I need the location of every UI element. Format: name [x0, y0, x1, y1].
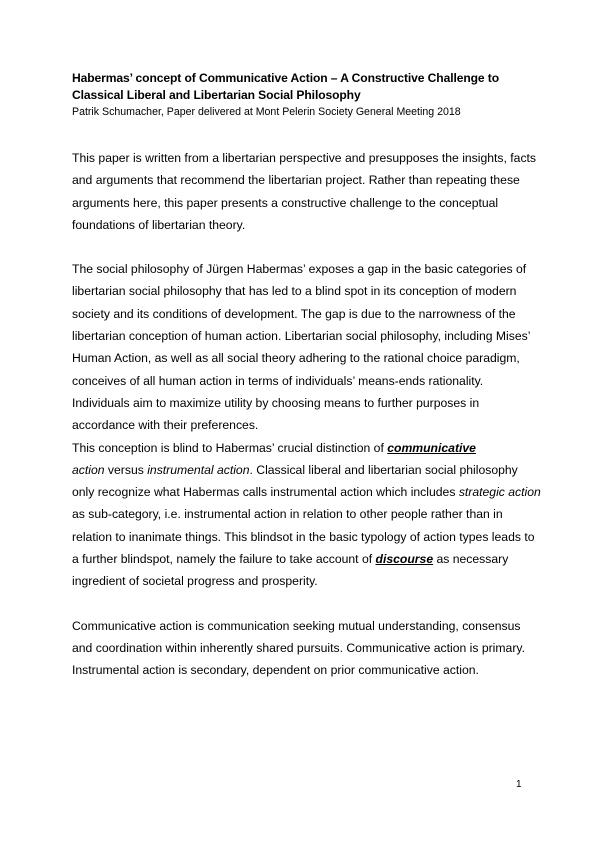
- text-run: versus: [104, 462, 148, 477]
- emphasis-action: action: [72, 462, 105, 477]
- text-run: as sub-category, i.e. instrumental action in relation to other people rather than in relation to inanimate things. This blindsot in the basic typology of action types leads to a further blindspot, namely the failure to take account of: [72, 507, 535, 567]
- paper-title: Habermas’ concept of Communicative Action – A Constructive Challenge to Classical Liberal and Libertarian Social Philosophy: [72, 71, 500, 102]
- emphasis-strategic-action: strategic action: [458, 485, 541, 500]
- paragraph-communicative-action: Communicative action is communication seeking mutual understanding, consensus and coordination within inherently shared pursuits. Communicative action is primary. Instrumental action is secondary, dependent on prior communicative action.: [72, 618, 525, 678]
- text-run: This conception is blind to Habermas’ crucial distinction of: [72, 440, 388, 455]
- document-body: [72, 147, 542, 682]
- paragraph-intro: This paper is written from a libertarian perspective and presupposes the insights, facts and arguments that recommend the libertarian project. Rather than repeating these arguments here, this paper presents a constructive challenge to the conceptual foundations of libertarian theory.: [72, 151, 537, 232]
- page-number: 1: [516, 779, 522, 790]
- paragraph-habermas-gap: The social philosophy of Jürgen Habermas’ exposes a gap in the basic categories of libertarian social philosophy that has led to a blind spot in its conception of modern society and its conditions of development. The gap is due to the narrowness of the libertarian conception of human action. Libertarian social philosophy, including Mises’ Human Action, as well as all social theory adhering to the rational choice paradigm, conceives of all human action in terms of individuals’ means-ends rationality. Individuals aim to maximize utility by choosing means to further purposes in accordance with their preferences.: [72, 262, 530, 433]
- emphasis-discourse: discourse: [375, 552, 434, 567]
- document-header: [72, 70, 542, 120]
- text-run: as necessary ingredient of societal progress and prosperity.: [72, 552, 509, 589]
- emphasis-communicative: communicative: [387, 440, 476, 455]
- paragraph-communicative-distinction: [72, 437, 542, 593]
- text-run: . Classical liberal and libertarian social philosophy only recognize what Habermas calls instrumental action which includes: [72, 462, 518, 500]
- emphasis-instrumental-action: instrumental action: [147, 462, 250, 477]
- author-line: Patrik Schumacher, Paper delivered at Mont Pelerin Society General Meeting 2018: [72, 106, 461, 118]
